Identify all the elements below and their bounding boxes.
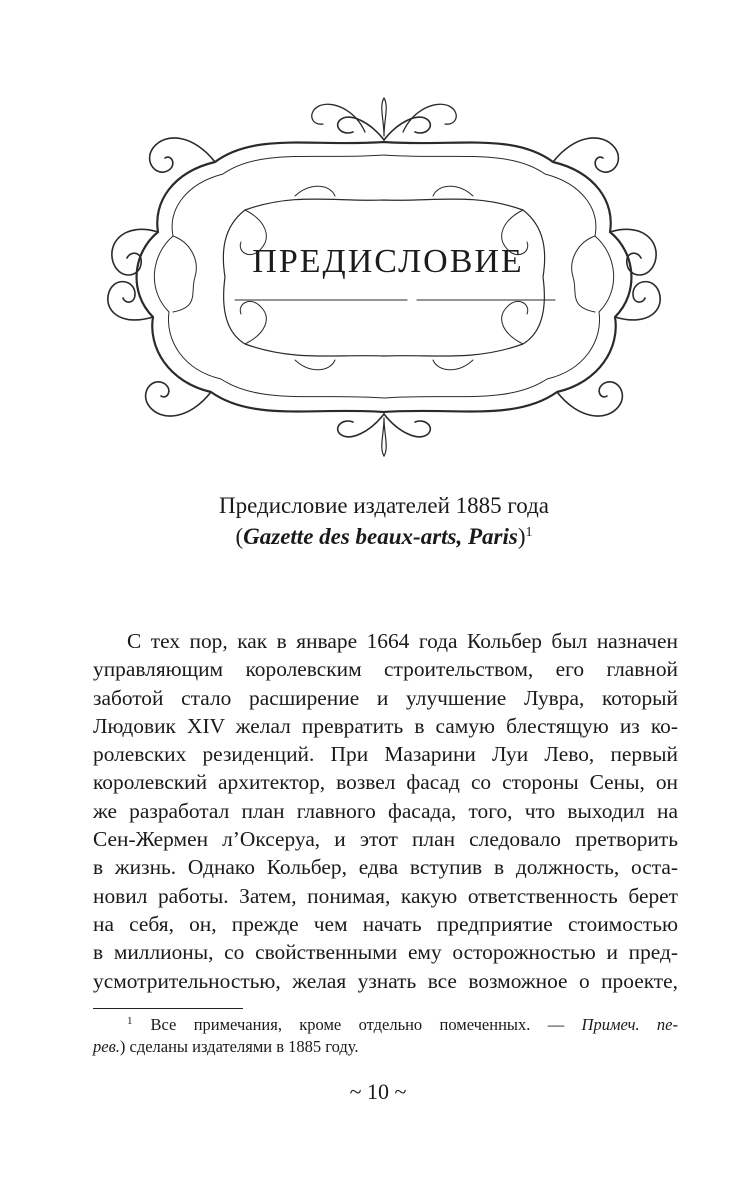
footnote-ref: 1	[525, 525, 533, 540]
footnote	[93, 1014, 678, 1058]
open-paren: (	[235, 524, 244, 549]
footnote-divider	[93, 1008, 243, 1009]
body-line: королевский архитектор, возвел фасад со стороны Сены, он	[93, 770, 678, 795]
footnote-text: Все примечания, кроме отдельно помеченных. —	[150, 1015, 565, 1034]
footnote-line	[93, 1014, 678, 1036]
page-title: ПРЕДИСЛОВИЕ	[252, 243, 524, 280]
body-line: в жизнь. Однако Кольбер, едва вступив в должность, оста-	[93, 855, 678, 880]
body-line: на себя, он, прежде чем начать предприятие стоимостью	[93, 911, 678, 936]
body-paragraph	[93, 627, 678, 995]
subtitle	[95, 490, 673, 552]
body-line: в миллионы, со свойственными ему осторожностью и пред-	[93, 940, 678, 965]
body-line: же разработал план главного фасада, того, что выходил на	[93, 798, 678, 823]
body-line: С тех пор, как в январе 1664 года Кольбер был назначен	[127, 629, 678, 653]
body-line: управляющим королевским строительством, его главной	[93, 657, 678, 682]
footnote-italic: рев.	[93, 1037, 120, 1056]
footnote-line	[93, 1036, 678, 1058]
body-line: Сен-Жермен л’Оксеруа, и этот план следовало претворить	[93, 827, 678, 852]
body-line: усмотрительностью, желая узнать все возможное о проекте,	[93, 968, 678, 993]
footnote-italic: Примеч. пе-	[581, 1015, 678, 1034]
source-italic: Gazette des beaux-arts, Paris	[243, 524, 518, 549]
close-paren: )	[517, 524, 526, 549]
body-line: заботой стало расширение и улучшение Лувра, который	[93, 685, 678, 710]
body-line: Людовик XIV желал превратить в самую блестящую из ко-	[93, 713, 678, 738]
subtitle-source	[95, 521, 673, 552]
body-line: ролевских резиденций. При Мазарини Луи Лево, первый	[93, 742, 678, 767]
footnote-text: ) сделаны издателями в 1885 году.	[119, 1037, 359, 1056]
page-number: ~ 10 ~	[349, 1079, 407, 1104]
body-line: новил работы. Затем, понимая, какую ответственность берет	[93, 883, 678, 908]
footnote-number: 1	[127, 1015, 133, 1027]
subtitle-line: Предисловие издателей 1885 года	[219, 493, 549, 518]
